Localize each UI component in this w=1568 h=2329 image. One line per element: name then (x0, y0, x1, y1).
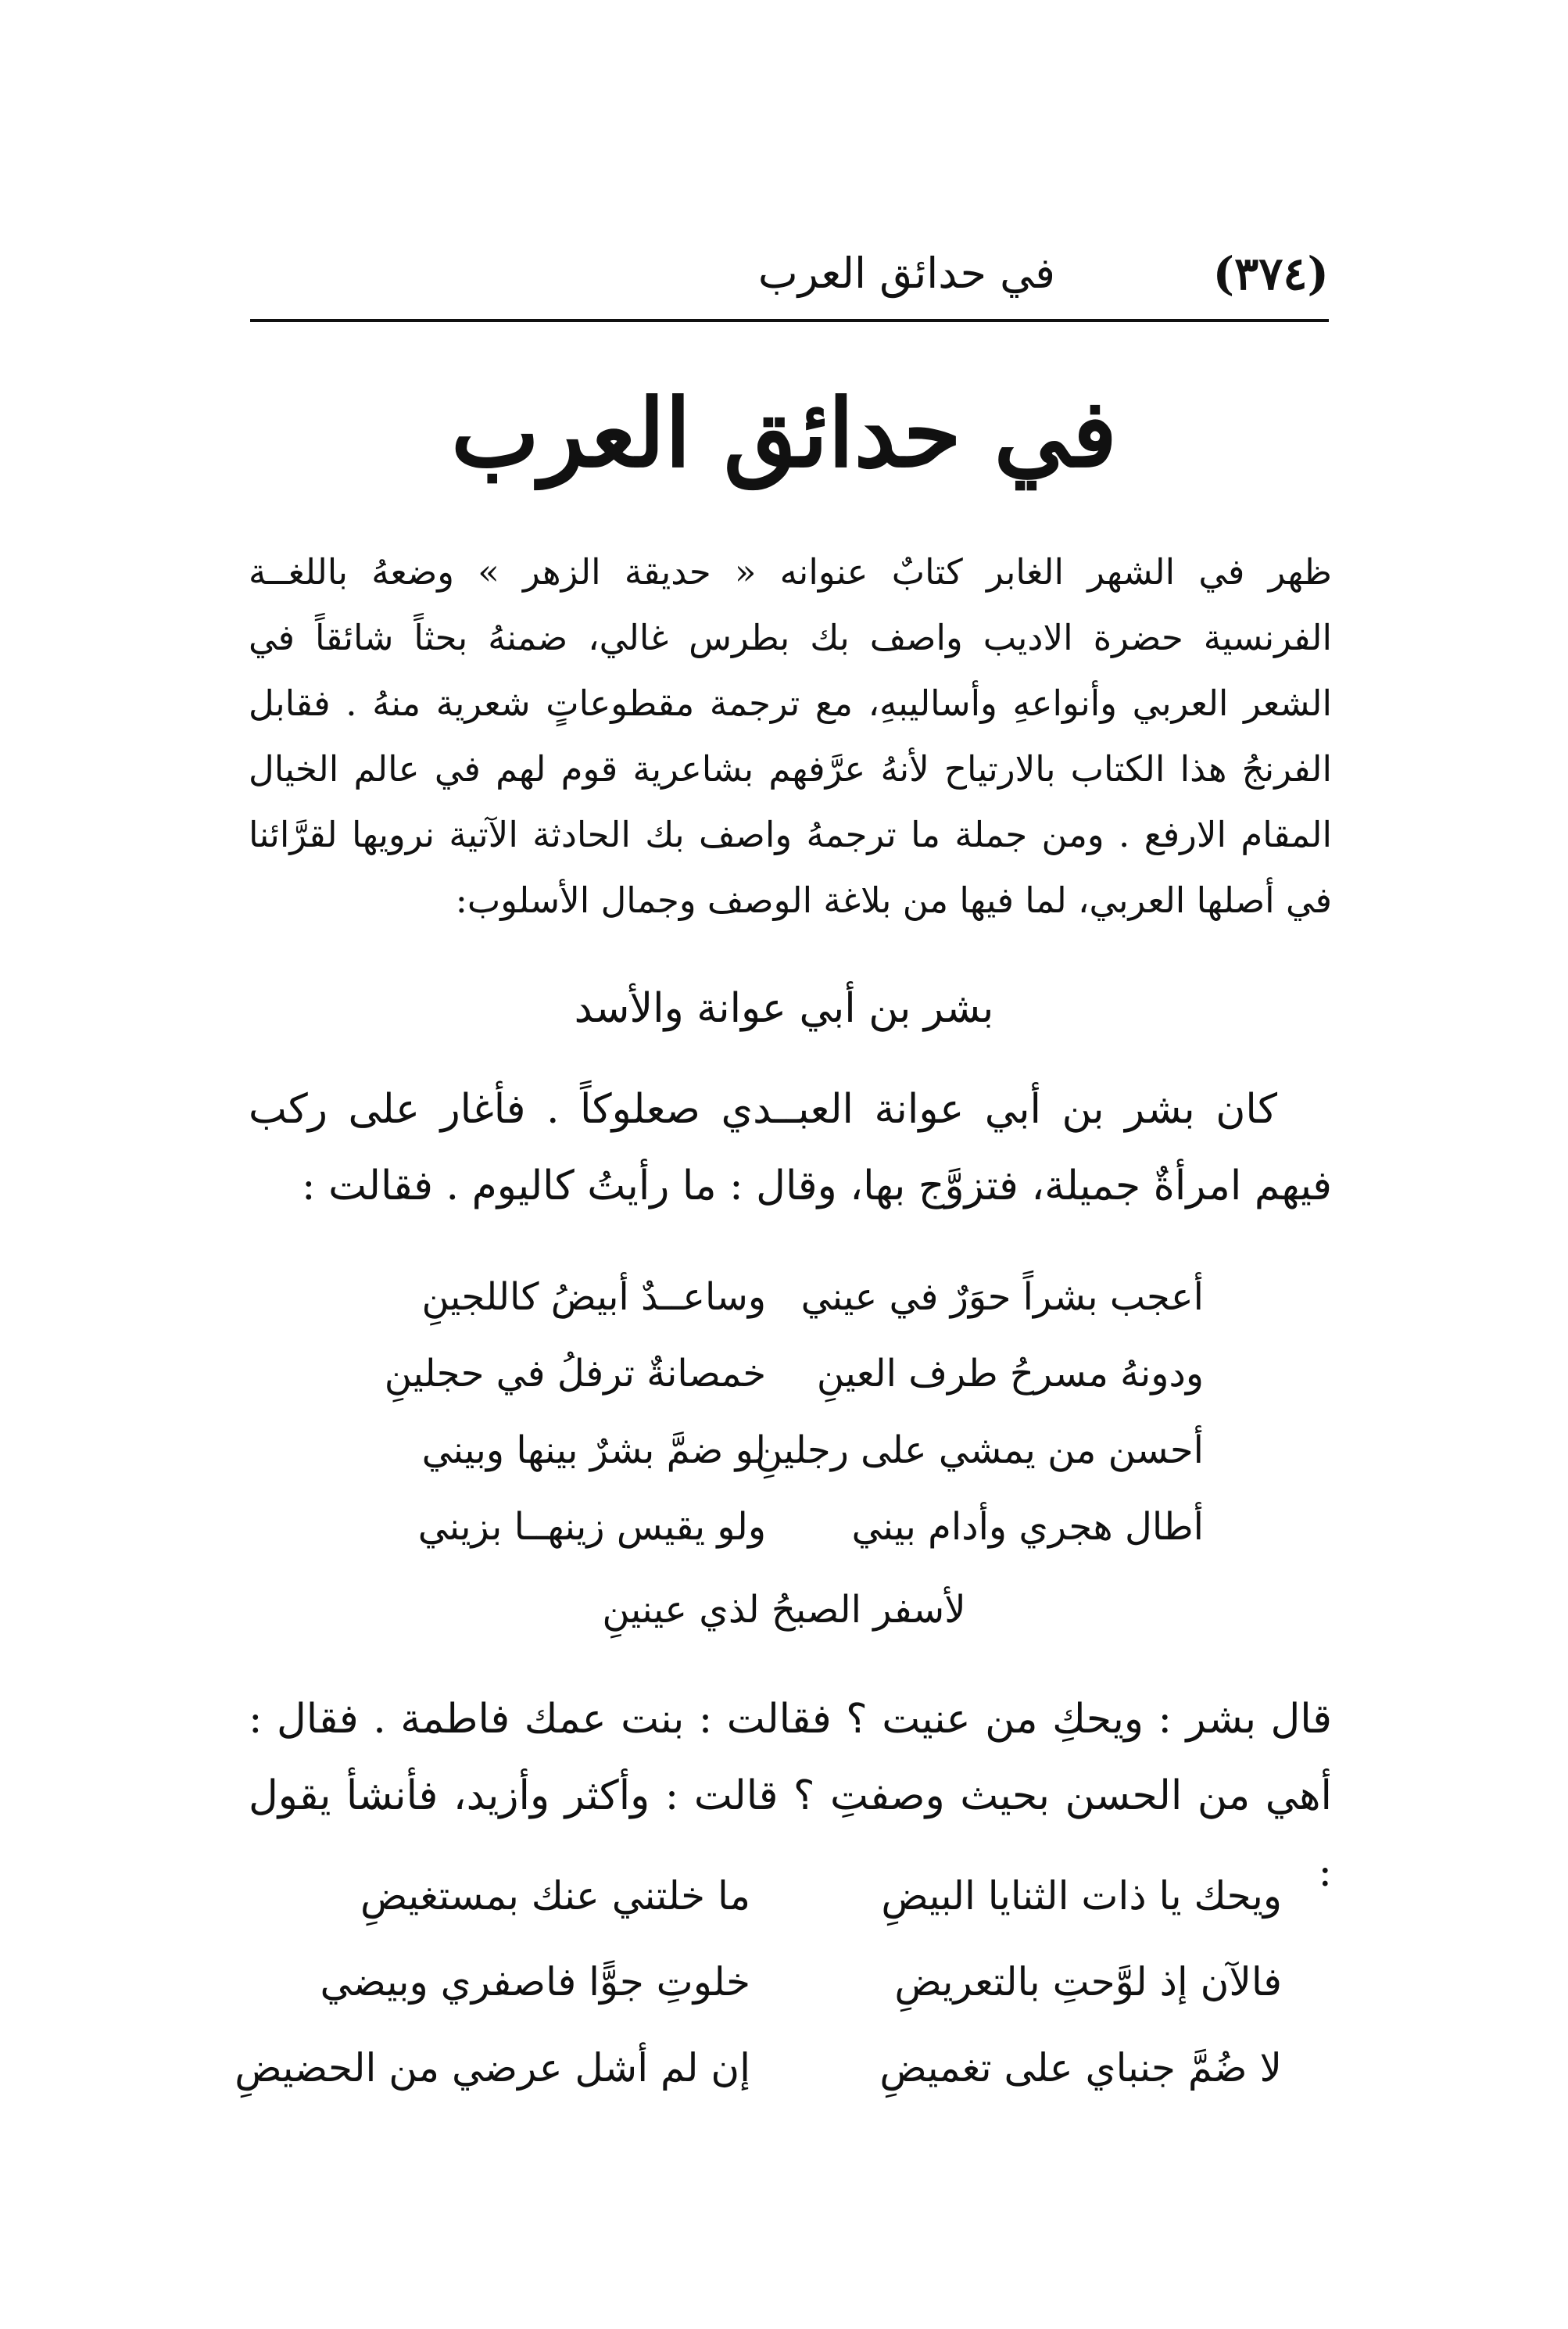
hemistich-first: لا ضُمَّ جنباي على تغميضِ (879, 2045, 1282, 2091)
poem-2 (234, 1853, 1282, 2111)
poem-verse (384, 1335, 1204, 1412)
hemistich-first: أطال هجري وأدام بيني (851, 1505, 1204, 1549)
running-head (250, 238, 1329, 309)
story-title: بشر بن أبي عوانة والأسد (574, 985, 994, 1032)
header-rule (250, 319, 1329, 322)
poem-1 (384, 1259, 1204, 1565)
hemistich-first: ويحك يا ذات الثنايا البيضِ (881, 1873, 1282, 1919)
hemistich-first: أعجب بشراً حوَرٌ في عيني (800, 1275, 1204, 1319)
story-paragraph-2: قال بشر : ويحكِ من عنيت ؟ فقالت : بنت عمك فاطمة . فقال : أهي من الحسن بحيث وصفتِ ؟ قالت : وأكثر وأزيد، فأنشأ يقول : (249, 1696, 1332, 1896)
page-number: (٣٧٤) (1212, 247, 1329, 300)
hemistich-second: وساعــدٌ أبيضُ كاللجينِ (421, 1275, 766, 1319)
hemistich-second: خمصانةٌ ترفلُ في حجلينِ (384, 1352, 766, 1396)
poem-verse (391, 1259, 1204, 1335)
hemistich-second: خلوتِ جوًّا فاصفري وبيضي (320, 1959, 750, 2005)
running-title: في حدائق العرب (757, 249, 1055, 298)
poem-verse (313, 1939, 1282, 2025)
hemistich-second: ولو يقيس زينهــا بزيني (417, 1505, 766, 1549)
poem-verse (234, 2025, 1282, 2111)
intro-paragraph: ظهر في الشهر الغابر كتابٌ عنوانه « حديقة الزهر » وضعهُ باللغــة الفرنسية حضرة الاديب واصف بك بطرس غالي، ضمنهُ بحثاً شائقاً في الشعر العربي وأنواعهِ وأساليبهِ، مع ترجمة مقطوعاتٍ شعرية منهُ . فقابل الفرنجُ هذا الكتاب بالارتياح لأنهُ عرَّفهم بشاعرية قوم لهم في عالم الخيال المقام الارفع . ومن جملة ما ترجمهُ واصف بك الحادثة الآتية نرويها لقرَّائنا في أصلها العربي، لما فيها من بلاغة الوصف وجمال الأسلوب: (249, 551, 1332, 921)
hemistich-second: ما خلتني عنك بمستغيضِ (360, 1873, 750, 1919)
poem-verse (391, 1412, 1204, 1489)
hemistich-first: أحسن من يمشي على رجلينِ (755, 1428, 1204, 1472)
story-paragraph-1: كان بشر بن أبي عوانة العبــدي صعلوكاً . فأغار على ركب فيهم امرأةٌ جميلة، فتزوَّج بها، وقال : ما رأيتُ كاليوم . فقالت : (249, 1086, 1332, 1209)
poem-verse (391, 1489, 1204, 1565)
hemistich-first: ودونهُ مسرحُ طرف العينِ (816, 1352, 1204, 1396)
hemistich-first: فالآن إذ لوَّحتِ بالتعريضِ (894, 1959, 1282, 2005)
hemistich-second: لو ضمَّ بشرٌ بينها وبيني (421, 1428, 766, 1472)
hemistich-second: إن لم أشل عرضي من الحضيضِ (234, 2045, 750, 2091)
article-title: في حدائق العرب (451, 378, 1117, 489)
poem-1-closing-line: لأسفر الصبحُ لذي عينينِ (602, 1588, 966, 1632)
poem-verse (313, 1853, 1282, 1939)
